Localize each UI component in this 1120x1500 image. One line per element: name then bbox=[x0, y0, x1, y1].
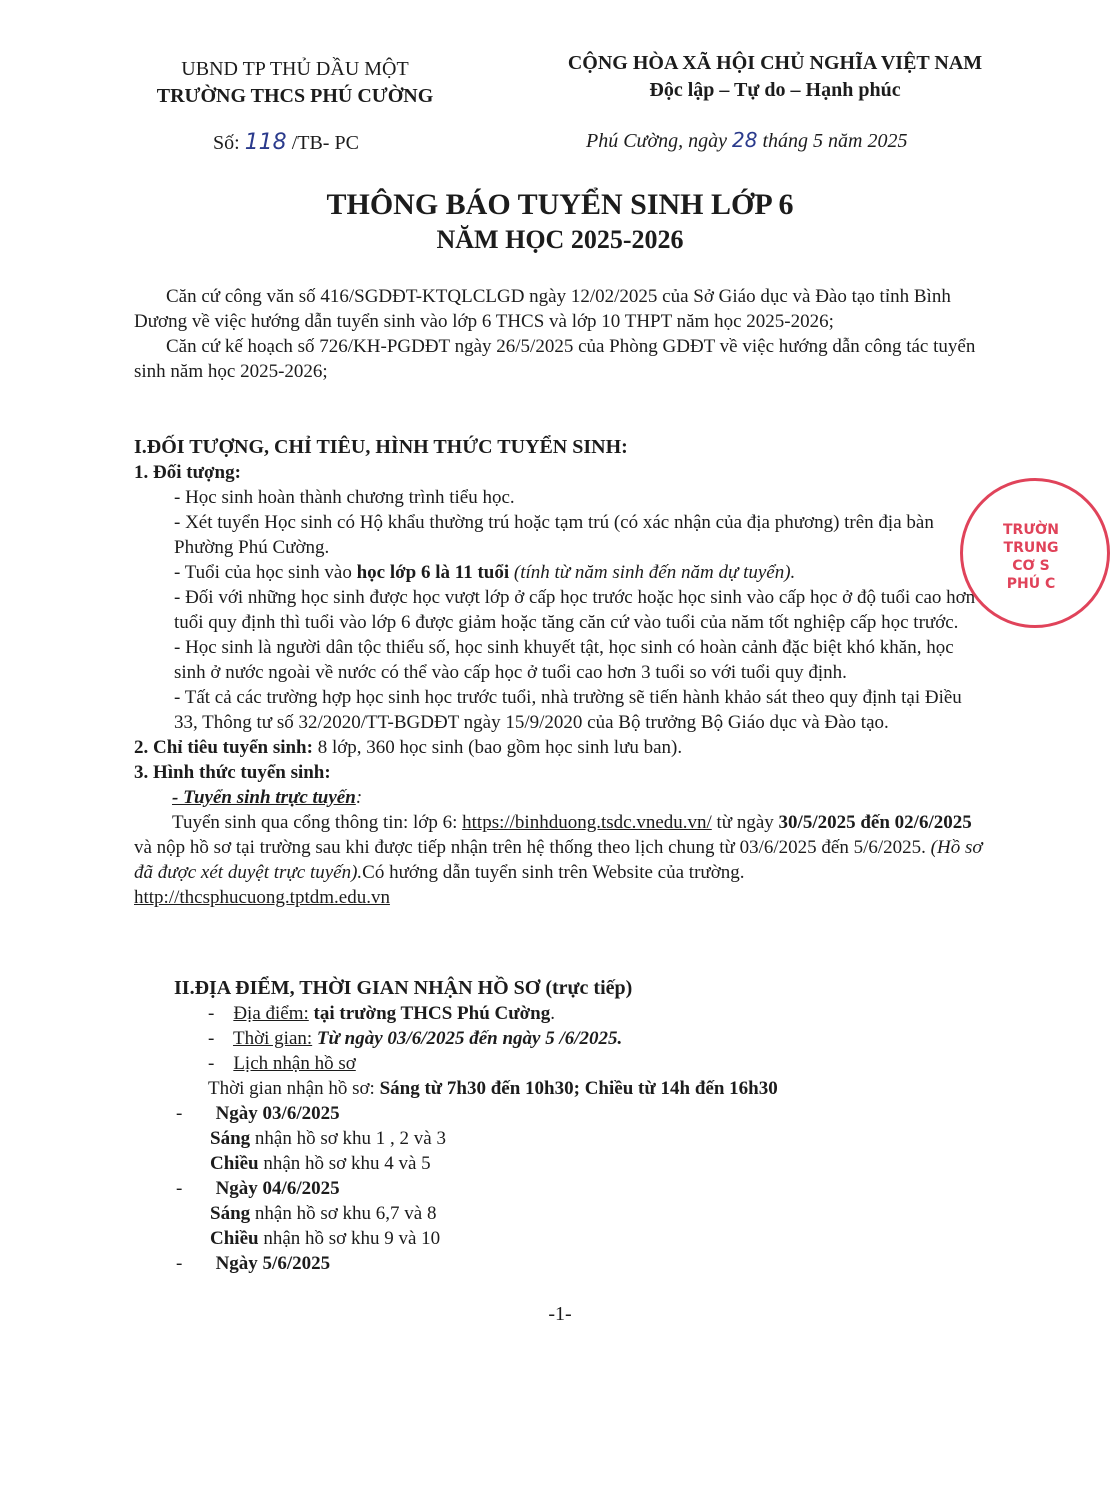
place-line: - Địa điểm: tại trường THCS Phú Cường. bbox=[208, 1003, 555, 1024]
hours-value: Sáng từ 7h30 đến 10h30; Chiều từ 14h đến 16h30 bbox=[379, 1078, 778, 1099]
bullet-3-note: (tính từ năm sinh đến năm dự tuyển). bbox=[509, 562, 796, 583]
day-1-date: Ngày 03/6/2025 bbox=[215, 1103, 340, 1124]
document-number bbox=[213, 130, 359, 156]
day-2-afternoon-text: nhận hồ sơ khu 9 và 10 bbox=[258, 1228, 441, 1249]
page-number: -1- bbox=[548, 1303, 572, 1325]
national-motto bbox=[530, 50, 1020, 104]
day-2-morning bbox=[134, 1201, 990, 1226]
so-suffix: /TB- PC bbox=[291, 132, 359, 154]
place-end: . bbox=[550, 1003, 555, 1024]
online-date-range: 30/5/2025 đến 02/6/2025 bbox=[778, 812, 972, 833]
intro-paragraph-1: Căn cứ công văn số 416/SGDĐT-KTQLCLGD ngày 12/02/2025 của Sở Giáo dục và Đào tạo tỉnh Bình Dương về việc hướng dẫn tuyển sinh vào lớp 6 THCS và lớp 10 THPT năm học 2025-2026; bbox=[134, 286, 951, 332]
day-2-afternoon-label: Chiều bbox=[210, 1228, 259, 1249]
registration-portal-link[interactable]: https://binhduong.tsdc.vnedu.vn/ bbox=[462, 812, 712, 833]
time-value: Từ ngày 03/6/2025 đến ngày 5 /6/2025. bbox=[312, 1028, 623, 1049]
official-seal-stamp bbox=[960, 478, 1110, 628]
stamp-line-1: TRƯỜN bbox=[1003, 522, 1059, 538]
day-2-afternoon bbox=[134, 1226, 990, 1251]
bullet-1: - Học sinh hoàn thành chương trình tiểu học. bbox=[174, 487, 515, 508]
time-line: - Thời gian: Từ ngày 03/6/2025 đến ngày 5 /6/2025. bbox=[208, 1028, 623, 1049]
online-heading bbox=[134, 785, 990, 810]
section-2-heading: II.ĐỊA ĐIỂM, THỜI GIAN NHẬN HỒ SƠ (trực tiếp) bbox=[174, 977, 633, 999]
org-line-2: TRƯỜNG THCS PHÚ CƯỜNG bbox=[156, 85, 434, 107]
intro-paragraph-2: Căn cứ kế hoạch số 726/KH-PGDĐT ngày 26/5/2025 của Phòng GDĐT về việc hướng dẫn công tác tuyển sinh năm học 2025-2026; bbox=[134, 336, 976, 382]
document-date bbox=[586, 128, 907, 154]
hours-line bbox=[134, 1076, 990, 1101]
place-label: Địa điểm: bbox=[233, 1003, 309, 1024]
day-1-morning-text: nhận hồ sơ khu 1 , 2 và 3 bbox=[250, 1128, 446, 1149]
online-paragraph bbox=[134, 810, 990, 910]
so-number-handwritten: 118 bbox=[244, 130, 287, 155]
bullet-5: - Học sinh là người dân tộc thiểu số, học sinh khuyết tật, học sinh có hoàn cảnh đặc biệt khó khăn, học sinh ở nước ngoài về nước có thể vào cấp học ở tuổi cao hơn 3 tuổi so với tuổi quy định. bbox=[174, 637, 954, 683]
so-label: Số: bbox=[213, 132, 240, 154]
item-3-heading: 3. Hình thức tuyển sinh: bbox=[134, 762, 331, 783]
time-label: Thời gian: bbox=[232, 1028, 313, 1049]
day-2-date: Ngày 04/6/2025 bbox=[215, 1178, 340, 1199]
bullet-2: - Xét tuyển Học sinh có Hộ khẩu thường trú hoặc tạm trú (có xác nhận của địa phương) trên địa bàn Phường Phú Cường. bbox=[174, 512, 934, 558]
date-day-handwritten: 28 bbox=[732, 128, 758, 152]
online-text-1: Tuyển sinh qua cổng thông tin: lớp 6: bbox=[172, 812, 463, 833]
day-2-morning-label: Sáng bbox=[210, 1203, 251, 1224]
section-1-heading: I.ĐỐI TƯỢNG, CHỈ TIÊU, HÌNH THỨC TUYỂN SINH: bbox=[134, 436, 628, 458]
day-1-afternoon-label: Chiều bbox=[210, 1153, 259, 1174]
online-text-3: và nộp hồ sơ tại trường sau khi được tiếp nhận trên hệ thống theo lịch chung từ 03/6/2025 đến 5/6/2025. bbox=[134, 837, 931, 858]
stamp-line-4: PHÚ C bbox=[1006, 576, 1056, 592]
stamp-line-3: CƠ S bbox=[1012, 558, 1050, 574]
intro-block bbox=[134, 284, 990, 384]
hours-label: Thời gian nhận hồ sơ: bbox=[208, 1078, 380, 1099]
stamp-line-2: TRUNG bbox=[1003, 540, 1059, 556]
online-text-4: Có hướng dẫn tuyển sinh trên Website của trường. bbox=[362, 862, 745, 883]
bullet-3 bbox=[134, 560, 990, 585]
section-1 bbox=[134, 435, 990, 910]
day-1: - Ngày 03/6/2025 bbox=[176, 1103, 340, 1124]
org-line-1: UBND TP THỦ DẦU MỘT bbox=[181, 58, 409, 80]
school-website-link[interactable]: http://thcsphucuong.tptdm.edu.vn bbox=[134, 887, 390, 908]
day-3-date: Ngày 5/6/2025 bbox=[215, 1253, 331, 1274]
day-3: - Ngày 5/6/2025 bbox=[176, 1253, 331, 1274]
schedule-label: Lịch nhận hồ sơ bbox=[233, 1053, 356, 1074]
document-title: THÔNG BÁO TUYỂN SINH LỚP 6 bbox=[326, 188, 794, 221]
date-suffix: tháng 5 năm 2025 bbox=[762, 130, 908, 152]
item-2 bbox=[134, 735, 990, 760]
bullet-6: - Tất cả các trường hợp học sinh học trước tuổi, nhà trường sẽ tiến hành khảo sát theo quy định tại Điều 33, Thông tư số 32/2020/TT-BGDĐT ngày 15/9/2020 của Bộ trưởng Bộ Giáo dục và Đào tạo. bbox=[174, 687, 962, 733]
online-heading-colon: : bbox=[355, 787, 363, 808]
issuing-organization bbox=[115, 56, 475, 110]
bullet-3-age: học lớp 6 là 11 tuổi bbox=[356, 562, 510, 583]
bullet-4: - Đối với những học sinh được học vượt lớp ở cấp học trước hoặc học sinh vào cấp học ở độ tuổi cao hơn tuổi quy định thì tuổi vào lớp 6 được giảm hoặc tăng căn cứ vào tuổi của năm tốt nghiệp cấp học trước. bbox=[174, 587, 976, 633]
online-text-2: từ ngày bbox=[711, 812, 779, 833]
item-2-heading: 2. Chỉ tiêu tuyển sinh: bbox=[134, 737, 313, 758]
stamp-text bbox=[991, 521, 1071, 593]
day-2-morning-text: nhận hồ sơ khu 6,7 và 8 bbox=[250, 1203, 437, 1224]
nation-line-1: CỘNG HÒA XÃ HỘI CHỦ NGHĨA VIỆT NAM bbox=[567, 52, 983, 74]
day-1-afternoon-text: nhận hồ sơ khu 4 và 5 bbox=[258, 1153, 431, 1174]
item-1-heading: 1. Đối tượng: bbox=[134, 462, 241, 483]
document-subtitle: NĂM HỌC 2025-2026 bbox=[436, 225, 684, 254]
place-value: tại trường THCS Phú Cường bbox=[308, 1003, 551, 1024]
day-1-morning-label: Sáng bbox=[210, 1128, 251, 1149]
day-1-morning bbox=[134, 1126, 990, 1151]
online-note: (Hồ sơ đã được xét duyệt trực tuyến). bbox=[134, 837, 983, 883]
online-heading-text: - Tuyển sinh trực tuyến bbox=[172, 787, 356, 808]
day-2: - Ngày 04/6/2025 bbox=[176, 1178, 340, 1199]
schedule-line: - Lịch nhận hồ sơ bbox=[208, 1053, 356, 1074]
item-2-text: 8 lớp, 360 học sinh (bao gồm học sinh lưu ban). bbox=[312, 737, 683, 758]
day-1-afternoon bbox=[134, 1151, 990, 1176]
date-prefix: Phú Cường, ngày bbox=[586, 130, 728, 152]
nation-line-2: Độc lập – Tự do – Hạnh phúc bbox=[649, 79, 901, 101]
section-2 bbox=[134, 976, 990, 1276]
bullet-3-text: - Tuổi của học sinh vào bbox=[174, 562, 357, 583]
